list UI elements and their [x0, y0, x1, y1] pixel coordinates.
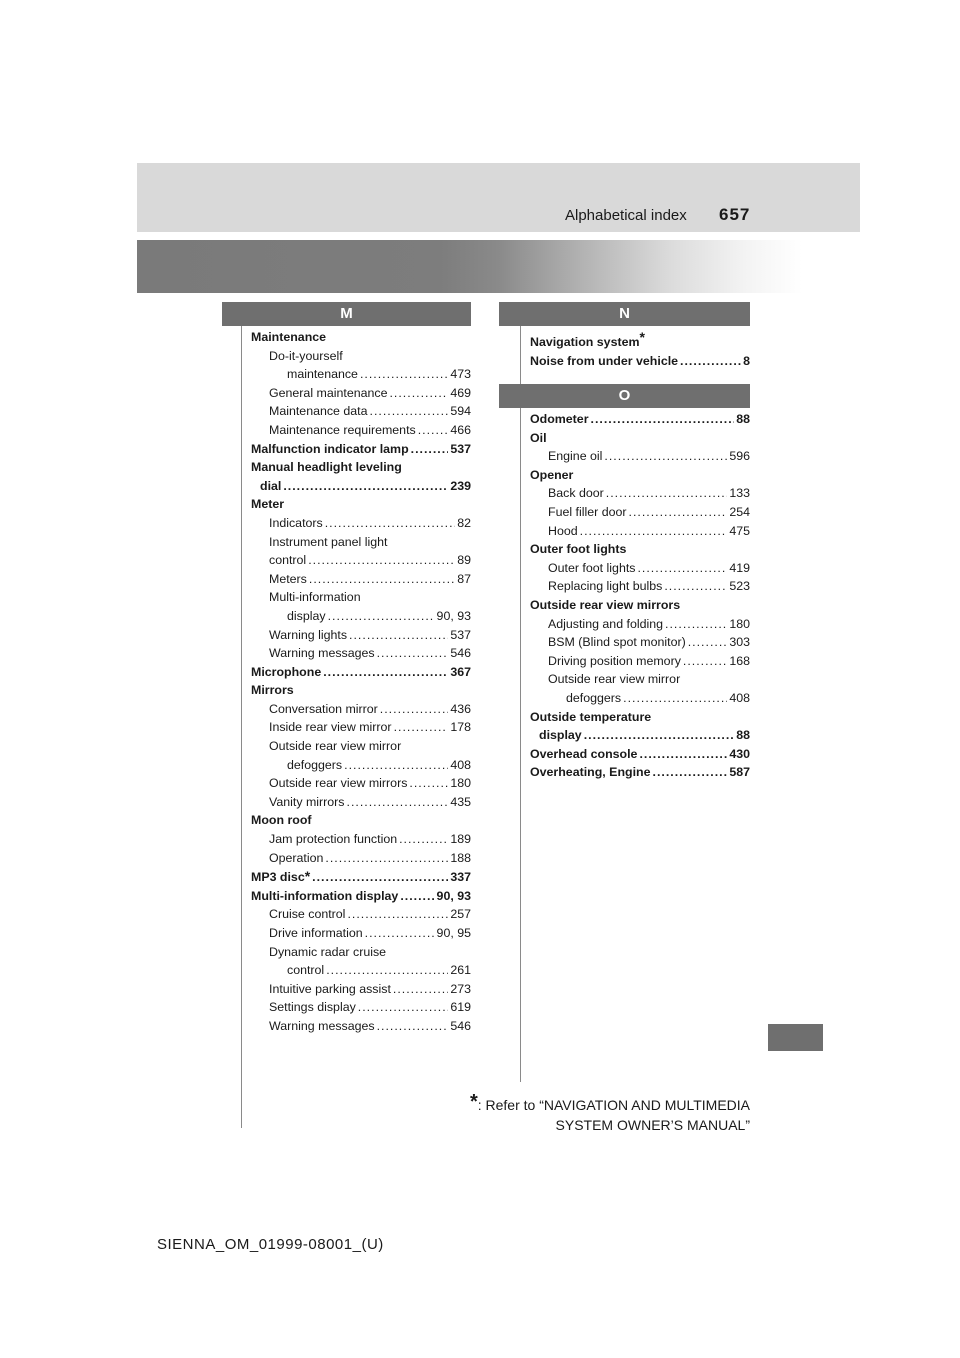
column-divider-middle — [520, 302, 521, 1082]
index-entry-page: 537 — [450, 627, 471, 642]
index-entry-page: 90, 95 — [436, 926, 471, 940]
index-entry-label: Dynamic radar cruise — [269, 944, 387, 959]
index-entry — [251, 328, 471, 347]
leader-dots — [629, 503, 728, 522]
index-entry-page: 178 — [450, 720, 471, 735]
section-header-n: N — [499, 302, 750, 326]
index-entry — [251, 533, 471, 552]
index-entry-label: Opener — [530, 467, 574, 482]
index-entry-page: 587 — [729, 765, 750, 780]
index-entry-label: Multi-information display — [251, 888, 399, 903]
index-entry-label: Adjusting and folding — [548, 616, 664, 631]
asterisk-mark: * — [304, 868, 311, 885]
asterisk-mark: * — [639, 329, 645, 345]
index-entry-page: 619 — [450, 1000, 471, 1015]
index-entry-label: Vanity mirrors — [269, 794, 345, 809]
index-entry-label: control — [287, 963, 325, 978]
leader-dots — [584, 726, 735, 745]
index-entry-label: BSM (Blind spot monitor) — [548, 635, 686, 650]
index-entry-label: Operation — [269, 850, 324, 865]
index-entry-page: 546 — [450, 1018, 471, 1033]
index-entry-label: maintenance — [287, 367, 358, 382]
index-entry — [530, 466, 750, 485]
leader-dots — [604, 447, 727, 466]
index-entry-label: Conversation mirror — [269, 701, 378, 716]
index-entry-label: Maintenance data — [269, 404, 368, 419]
leader-dots — [326, 961, 448, 980]
leader-dots — [365, 924, 435, 943]
index-entry-page: 188 — [450, 850, 471, 865]
leader-dots — [394, 718, 449, 737]
index-entry-page: 337 — [450, 870, 471, 885]
index-entry-label: Cruise control — [269, 907, 346, 922]
index-entry-label: Navigation system — [530, 335, 640, 349]
index-entry — [251, 440, 471, 459]
leader-dots — [323, 663, 448, 682]
index-entry-label: Intuitive parking assist — [269, 981, 391, 996]
index-entry-label: Maintenance — [251, 330, 327, 344]
index-entry-page: 82 — [457, 515, 471, 530]
index-entry-label: General maintenance — [269, 385, 388, 400]
index-entry-label: Outside rear view mirrors — [269, 776, 408, 791]
index-entry — [530, 503, 750, 522]
index-entry-label: MP3 disc — [251, 870, 305, 885]
leader-dots — [665, 615, 727, 634]
index-entry — [251, 663, 471, 682]
index-entry — [530, 447, 750, 466]
index-entry — [530, 689, 750, 708]
index-entry-label: Noise from under vehicle — [530, 353, 679, 368]
index-entry-page: 168 — [729, 653, 750, 668]
index-entry-label: Outer foot lights — [530, 542, 627, 557]
index-entry — [251, 961, 471, 980]
leader-dots — [344, 756, 448, 775]
index-column-o — [530, 410, 750, 782]
leader-dots — [347, 905, 448, 924]
index-entry-label: Settings display — [269, 1000, 356, 1015]
index-entry — [251, 793, 471, 812]
index-entry-page: 273 — [450, 981, 471, 996]
index-entry — [530, 596, 750, 615]
index-entry — [251, 421, 471, 440]
index-entry — [251, 514, 471, 533]
index-entry-page: 466 — [450, 422, 471, 437]
index-entry — [251, 811, 471, 830]
leader-dots — [409, 774, 448, 793]
index-entry — [530, 559, 750, 578]
index-entry-label: display — [287, 608, 326, 623]
index-entry-label: Warning lights — [269, 627, 348, 642]
leader-dots — [349, 626, 448, 645]
index-entry-label: Mirrors — [251, 683, 294, 698]
leader-dots — [360, 365, 448, 384]
leader-dots — [653, 763, 728, 782]
section-title: Alphabetical index — [565, 207, 687, 224]
index-entry-page: 546 — [450, 646, 471, 661]
index-entry-page: 596 — [729, 449, 750, 464]
index-entry-label: Outside rear view mirror — [269, 739, 402, 754]
index-entry — [251, 384, 471, 403]
index-entry-label: Driving position memory — [548, 653, 681, 668]
document-code: SIENNA_OM_01999-08001_(U) — [157, 1236, 384, 1253]
index-entry-page: 8 — [743, 353, 750, 368]
index-entry-page: 257 — [450, 907, 471, 922]
leader-dots — [312, 868, 448, 887]
index-entry-page: 475 — [729, 523, 750, 538]
index-entry — [251, 644, 471, 663]
leader-dots — [639, 745, 727, 764]
leader-dots — [580, 522, 728, 541]
leader-dots — [325, 514, 455, 533]
index-entry-label: Outer foot lights — [548, 560, 636, 575]
index-entry-label: Overheating, Engine — [530, 765, 651, 780]
index-entry-page: 254 — [729, 504, 750, 519]
index-entry — [251, 849, 471, 868]
index-entry-label: Warning messages — [269, 646, 375, 661]
index-entry-page: 303 — [729, 635, 750, 650]
index-entry-label: Do-it-yourself — [269, 348, 343, 363]
leader-dots — [637, 559, 727, 578]
index-entry — [251, 402, 471, 421]
index-entry-page: 88 — [736, 728, 750, 743]
index-entry — [251, 980, 471, 999]
index-entry-label: Multi-information — [269, 590, 361, 605]
index-entry — [251, 756, 471, 775]
index-entry — [251, 737, 471, 756]
leader-dots — [377, 1017, 449, 1036]
index-entry-label: Outside rear view mirrors — [530, 597, 681, 612]
index-entry-label: Hood — [548, 523, 578, 538]
index-entry-label: Microphone — [251, 664, 322, 679]
index-entry-label: Back door — [548, 486, 604, 501]
index-entry-label: Malfunction indicator lamp — [251, 441, 409, 456]
index-entry-page: 180 — [729, 616, 750, 631]
index-entry-label: Odometer — [530, 412, 589, 426]
index-entry — [530, 670, 750, 689]
index-entry-page: 88 — [736, 412, 750, 426]
leader-dots — [347, 793, 449, 812]
section-header-o: O — [499, 384, 750, 408]
index-entry — [530, 633, 750, 652]
index-entry — [530, 540, 750, 559]
index-entry-page: 90, 93 — [436, 608, 471, 623]
leader-dots — [393, 980, 448, 999]
index-entry-page: 408 — [729, 690, 750, 705]
chapter-side-tab — [768, 1024, 823, 1051]
leader-dots — [380, 700, 449, 719]
index-entry — [530, 745, 750, 764]
column-divider-left — [241, 302, 242, 1128]
leader-dots — [389, 384, 448, 403]
index-entry-label: Warning messages — [269, 1018, 375, 1033]
index-entry-page: 473 — [450, 367, 471, 382]
leader-dots — [308, 551, 455, 570]
header-band — [137, 163, 860, 232]
index-entry-label: display — [539, 728, 582, 743]
leader-dots — [591, 410, 735, 429]
leader-dots — [358, 998, 449, 1017]
index-entry-label: dial — [260, 478, 282, 493]
index-entry — [530, 429, 750, 448]
footnote — [440, 1092, 750, 1135]
index-entry-page: 408 — [450, 757, 471, 772]
index-entry — [251, 774, 471, 793]
index-entry-page: 469 — [450, 385, 471, 400]
leader-dots — [683, 652, 727, 671]
index-entry — [251, 681, 471, 700]
index-entry-label: Meter — [251, 497, 285, 512]
index-entry — [251, 718, 471, 737]
leader-dots — [411, 440, 449, 459]
index-entry — [251, 570, 471, 589]
leader-dots — [664, 577, 727, 596]
index-entry — [251, 943, 471, 962]
index-entry — [251, 1017, 471, 1036]
index-entry-page: 90, 93 — [436, 888, 471, 903]
index-entry — [530, 726, 750, 745]
index-entry — [251, 588, 471, 607]
index-column-m — [251, 328, 471, 1036]
index-entry — [251, 830, 471, 849]
index-entry — [530, 708, 750, 727]
index-entry — [251, 458, 471, 477]
index-entry-page: 239 — [450, 478, 471, 493]
index-entry-label: Replacing light bulbs — [548, 579, 663, 594]
index-entry — [530, 484, 750, 503]
index-entry-page: 180 — [450, 776, 471, 791]
index-entry — [251, 700, 471, 719]
index-entry-label: Outside temperature — [530, 709, 652, 724]
leader-dots — [283, 477, 448, 496]
index-entry — [251, 477, 471, 496]
index-entry — [251, 551, 471, 570]
index-entry — [251, 626, 471, 645]
index-entry-label: Drive information — [269, 926, 363, 940]
index-entry-label: control — [269, 553, 307, 568]
leader-dots — [688, 633, 728, 652]
leader-dots — [418, 421, 449, 440]
leader-dots — [377, 644, 449, 663]
index-entry-label: Instrument panel light — [269, 534, 388, 549]
leader-dots — [309, 570, 455, 589]
index-entry-label: Oil — [530, 430, 547, 445]
index-entry — [251, 924, 471, 943]
index-entry-page: 537 — [450, 441, 471, 456]
index-entry-label: Maintenance requirements — [269, 422, 416, 437]
index-entry-page: 367 — [450, 664, 471, 679]
index-column-n — [530, 328, 750, 370]
index-entry-page: 189 — [450, 832, 471, 847]
index-entry-label: Jam protection function — [269, 832, 398, 847]
index-entry — [251, 495, 471, 514]
index-entry-label: Inside rear view mirror — [269, 720, 392, 735]
index-entry-page: 435 — [450, 794, 471, 809]
index-entry — [530, 652, 750, 671]
index-entry — [251, 998, 471, 1017]
index-entry — [530, 328, 750, 352]
leader-dots — [325, 849, 448, 868]
index-entry — [251, 607, 471, 626]
index-entry-page: 87 — [457, 571, 471, 586]
index-entry — [530, 763, 750, 782]
footnote-line-2: SYSTEM OWNER’S MANUAL” — [555, 1117, 750, 1133]
index-entry-page: 419 — [729, 560, 750, 575]
decorative-gradient-band — [137, 240, 860, 293]
index-entry — [530, 410, 750, 429]
leader-dots — [623, 689, 727, 708]
index-entry — [251, 887, 471, 906]
section-header-m: M — [222, 302, 471, 326]
leader-dots — [399, 830, 448, 849]
leader-dots — [370, 402, 449, 421]
index-entry-page: 436 — [450, 701, 471, 716]
index-entry-label: Indicators — [269, 515, 323, 530]
page-number: 657 — [719, 205, 751, 224]
index-entry — [251, 867, 471, 887]
index-entry-label: Engine oil — [548, 449, 603, 464]
index-entry-label: defoggers — [287, 757, 343, 772]
index-entry-label: Overhead console — [530, 746, 638, 761]
index-entry — [530, 352, 750, 371]
index-entry — [251, 905, 471, 924]
index-entry — [251, 365, 471, 384]
index-entry — [530, 615, 750, 634]
index-entry-page: 523 — [729, 579, 750, 594]
index-entry — [251, 347, 471, 366]
index-entry-label: Moon roof — [251, 813, 312, 828]
index-entry-page: 430 — [729, 746, 750, 761]
footnote-star: * — [469, 1091, 478, 1113]
leader-dots — [328, 607, 435, 626]
leader-dots — [400, 887, 434, 906]
index-entry-page: 89 — [457, 553, 471, 568]
index-entry — [530, 577, 750, 596]
index-entry-page: 594 — [450, 404, 471, 419]
index-entry-page: 133 — [729, 486, 750, 501]
index-entry-label: Fuel filler door — [548, 504, 627, 519]
index-entry — [530, 522, 750, 541]
index-entry-page: 261 — [450, 963, 471, 978]
leader-dots — [606, 484, 728, 503]
index-entry-label: Manual headlight leveling — [251, 460, 402, 475]
index-entry-label: Outside rear view mirror — [548, 672, 681, 687]
index-entry-label: defoggers — [566, 690, 622, 705]
index-entry-label: Meters — [269, 571, 307, 586]
leader-dots — [680, 352, 741, 371]
footnote-line-1: : Refer to “NAVIGATION AND MULTIMEDIA — [477, 1097, 750, 1113]
